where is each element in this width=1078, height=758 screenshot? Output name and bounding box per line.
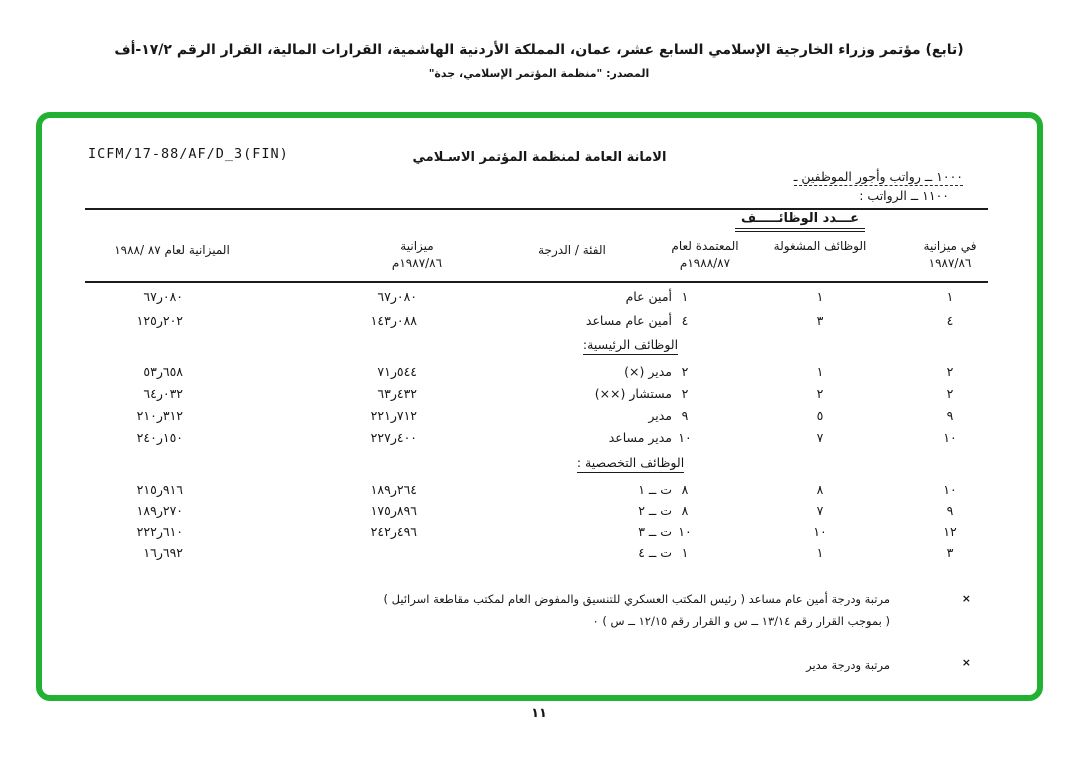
table-row-assistant-director: ١٠ ٧ ١٠ مدير مساعد ٢٢٧ر٤٠٠ ٢٤٠ر١٥٠ — [136, 430, 957, 445]
divider-top — [85, 208, 988, 210]
footnote-1 — [384, 588, 890, 632]
table-row-director-x: ٢ ١ ٢ مدير (×) ٧١ر٥٤٤ ٥٣ر٦٥٨ — [143, 364, 954, 379]
footnote-marker-2: × — [961, 656, 971, 669]
footnote-marker-1: × — [961, 592, 971, 605]
conference-title-line: (تابع) مؤتمر وزراء الخارجية الإسلامي السابع عشر، عمان، المملكة الأردنية الهاشمية، القرارات المالية، القرار الرقم ١٧/٢-أف — [114, 42, 964, 58]
org-title: الامانة العامة لمنظمة المؤتمر الاسـلامي — [412, 150, 667, 165]
table-row-assistant-secretary-general: ٤ ٣ ٤ أمين عام مساعد ١٤٣ر٠٨٨ ١٢٥ر٢٠٢ — [136, 313, 954, 328]
section-specialized-positions: الوظائف التخصصية : — [548, 455, 713, 470]
col-header-category: الفئة / الدرجة — [538, 243, 606, 257]
source-line: المصدر: "منظمة المؤتمر الإسلامي، جدة" — [428, 67, 650, 80]
section-1100-heading: ١١٠٠ ــ الرواتب : — [859, 188, 949, 203]
divider-header — [85, 281, 988, 283]
col-header-budget-1987-88: الميزانية لعام ٨٧ /١٩٨٨ — [114, 243, 230, 257]
footnote-1-line-2: ( بموجب القرار رقم ١٣/١٤ ــ س و القرار رقم ١٢/١٥ ــ س ) ٠ — [592, 614, 890, 628]
table-row-director: ٩ ٥ ٩ مدير ٢٢١ر٧١٢ ٢١٠ر٣١٢ — [136, 408, 954, 423]
col-header-occupied: الوظائف المشغولة — [773, 239, 867, 253]
col-header-budget-1986-87: ميزانية ١٩٨٧/٨٦م — [391, 239, 443, 270]
jobs-count-header: عـــدد الوظائـــــف — [690, 211, 910, 226]
table-row-t3: ١٢ ١٠ ١٠ ت ــ ٣ ٢٤٢ر٤٩٦ ٢٢٢ر٦١٠ — [136, 524, 957, 539]
col-header-approved: المعتمدة لعام ١٩٨٨/٨٧م — [671, 239, 739, 270]
green-highlight-box — [36, 112, 1043, 701]
document-ref-code: ICFM/17-88/AF/D_3(FIN) — [88, 146, 289, 162]
table-row-secretary-general: ١ ١ ١ أمين عام ٦٧ر٠٨٠ ٦٧ر٠٨٠ — [143, 289, 954, 304]
section-main-positions: الوظائف الرئيسية: — [548, 337, 713, 352]
table-row-t2: ٩ ٧ ٨ ت ــ ٢ ١٧٥ر٨٩٦ ١٨٩ر٢٧٠ — [136, 503, 954, 518]
section-1000-heading: ١٠٠٠ ــ رواتب وأجور الموظفين ـ — [793, 169, 963, 184]
footnote-1-line-1: مرتبة ودرجة أمين عام مساعد ( رئيس المكتب العسكري للتنسيق والمفوض العام لمكتب مقاطعة اسرائيل ) — [383, 592, 890, 606]
footnote-2-line-1: مرتبة ودرجة مدير — [806, 658, 890, 672]
page-top-header — [0, 42, 1078, 80]
table-row-t1: ١٠ ٨ ٨ ت ــ ١ ١٨٩ر٢٦٤ ٢١٥ر٩١٦ — [136, 482, 957, 497]
page-number: ١١ — [531, 706, 547, 721]
col-header-in-budget: في ميزانية ١٩٨٧/٨٦ — [923, 239, 977, 270]
footnote-2 — [806, 654, 890, 676]
table-row-t4: ٣ ١ ١ ت ــ ٤ ١٦ر٦٩٢ — [143, 545, 954, 560]
table-row-advisor-xx: ٢ ٢ ٢ مستشار (××) ٦٣ر٤٣٢ ٦٤ر٠٣٢ — [143, 386, 954, 401]
